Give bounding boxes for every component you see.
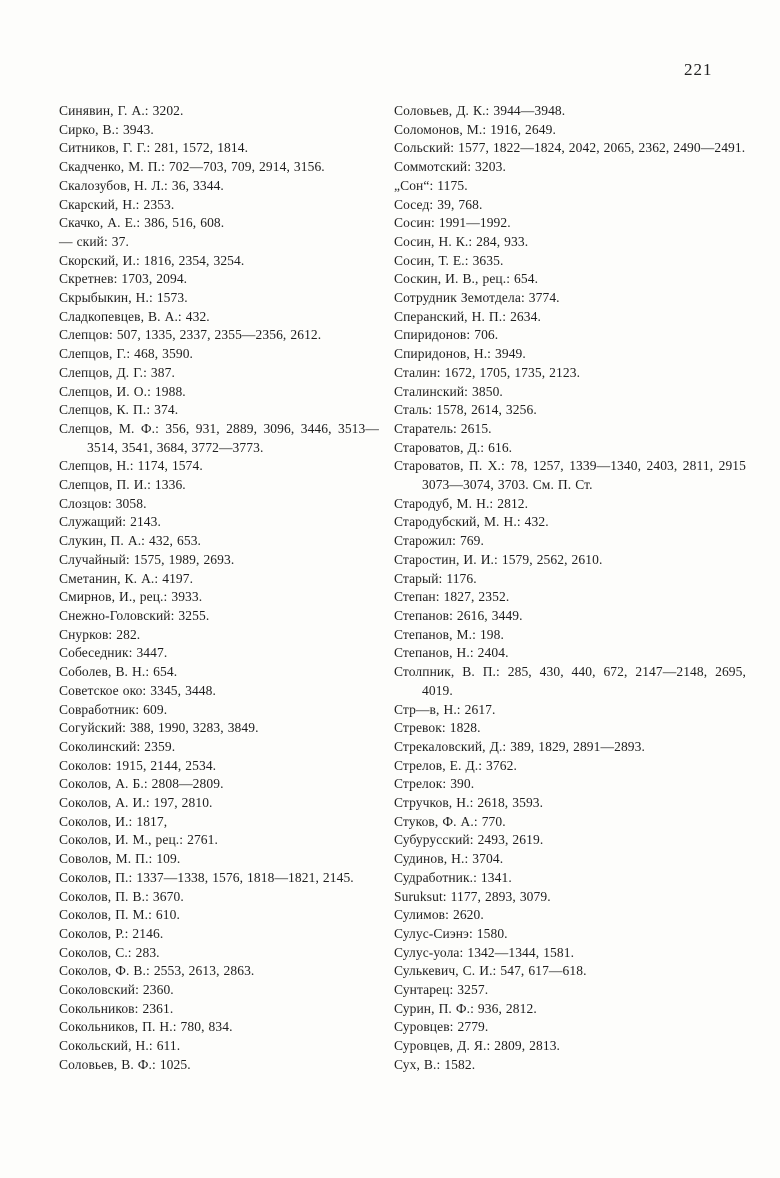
index-entry: Слепцов, М. Ф.: 356, 931, 2889, 3096, 3446, 3513—3514, 3541, 3684, 3772—3773. <box>59 420 379 455</box>
index-entry: Соколов, П. В.: 3670. <box>59 888 184 904</box>
index-entry: Скалозубов, Н. Л.: 36, 3344. <box>59 177 224 193</box>
index-entry: Стр—в, Н.: 2617. <box>394 701 496 717</box>
index-entry: Слепцов, И. О.: 1988. <box>59 383 186 399</box>
index-entry: Спиридонов: 706. <box>394 327 499 343</box>
index-entry: Сунтарец: 3257. <box>394 982 489 998</box>
index-entry: Староватов, П. Х.: 78, 1257, 1339—1340, 2403, 2811, 2915 3073—3074, 3703. См. П. Ст. <box>394 458 746 493</box>
index-entry: Спиридонов, Н.: 3949. <box>394 346 526 362</box>
index-entry: Сольский: 1577, 1822—1824, 2042, 2065, 2362, 2490—2491. <box>394 140 746 156</box>
index-entry: Стрелок: 390. <box>394 776 475 792</box>
index-entry: Соколов, А. И.: 197, 2810. <box>59 795 213 811</box>
index-entry: Соскин, И. В., рец.: 654. <box>394 271 539 287</box>
index-entry: Suruksut: 1177, 2893, 3079. <box>394 888 551 904</box>
index-entry: Столпник, В. П.: 285, 430, 440, 672, 2147—2148, 2695, 4019. <box>394 664 746 698</box>
index-entry: Соколинский: 2359. <box>59 738 176 754</box>
index-entry: Соммотский: 3203. <box>394 159 506 175</box>
index-entry: Случайный: 1575, 1989, 2693. <box>59 551 235 567</box>
index-entry: Слепцов, К. П.: 374. <box>59 402 179 418</box>
index-entry: Сулус-уола: 1342—1344, 1581. <box>394 944 575 960</box>
index-entry: Слозцов: 3058. <box>59 495 147 511</box>
index-entry: Соколов, С.: 283. <box>59 944 160 960</box>
index-entry: Сулус-Сиэнэ: 1580. <box>394 925 508 941</box>
index-entry: Соломонов, М.: 1916, 2649. <box>394 121 556 137</box>
index-entry: Стручков, Н.: 2618, 3593. <box>394 795 544 811</box>
index-entry: Соволов, М. П.: 109. <box>59 851 181 867</box>
index-entry: Скарский, Н.: 2353. <box>59 196 175 212</box>
index-entry: Совработник: 609. <box>59 701 168 717</box>
index-entry: Сокольский, Н.: 611. <box>59 1038 181 1054</box>
index-entry: Слукин, П. А.: 432, 653. <box>59 533 202 549</box>
index-entry: Снурков: 282. <box>59 626 141 642</box>
index-left-column <box>59 102 379 1075</box>
index-entry: Сталин: 1672, 1705, 1735, 2123. <box>394 364 581 380</box>
index-entry: Стрекаловский, Д.: 389, 1829, 2891—2893. <box>394 738 645 754</box>
index-entry: Сталинский: 3850. <box>394 383 503 399</box>
index-entry: Сокольников: 2361. <box>59 1000 174 1016</box>
index-entry: Сотрудник Земотдела: 3774. <box>394 290 560 306</box>
index-entry: Скретнев: 1703, 2094. <box>59 271 188 287</box>
page-number: 221 <box>684 60 713 79</box>
index-entry: Слепцов, Г.: 468, 3590. <box>59 346 194 362</box>
index-entry: Стрелов, Е. Д.: 3762. <box>394 757 517 773</box>
index-entry: Суровцев: 2779. <box>394 1019 489 1035</box>
index-entry: Скрыбыкин, Н.: 1573. <box>59 290 188 306</box>
index-entry: Сладкопевцев, В. А.: 432. <box>59 308 210 324</box>
index-entry: Соколов: 1915, 2144, 2534. <box>59 757 217 773</box>
index-entry: Степанов, Н.: 2404. <box>394 645 509 661</box>
index-entry: Согуйский: 388, 1990, 3283, 3849. <box>59 720 259 736</box>
index-entry: Слепцов, Д. Г.: 387. <box>59 364 175 380</box>
index-entry: Стревок: 1828. <box>394 720 481 736</box>
index-entry: Соколов, Р.: 2146. <box>59 925 164 941</box>
index-entry: Сирко, В.: 3943. <box>59 121 154 137</box>
index-entry: Слепцов: 507, 1335, 2337, 2355—2356, 2612. <box>59 327 322 343</box>
index-entry: Сулькевич, С. И.: 547, 617—618. <box>394 963 587 979</box>
index-entry: Староватов, Д.: 616. <box>394 439 513 455</box>
index-entry: Соколов, А. Б.: 2808—2809. <box>59 776 224 792</box>
index-entry: Служащий: 2143. <box>59 514 161 530</box>
index-entry: Сосин, Н. К.: 284, 933. <box>394 233 529 249</box>
index-entry: Степанов: 2616, 3449. <box>394 607 523 623</box>
index-entry: Синявин, Г. А.: 3202. <box>59 103 184 118</box>
index-entry: — ский: 37. <box>59 233 129 249</box>
index-entry: Советское око: 3345, 3448. <box>59 682 216 698</box>
index-entry: Соколов, Ф. В.: 2553, 2613, 2863. <box>59 963 255 979</box>
index-entry: Суровцев, Д. Я.: 2809, 2813. <box>394 1038 561 1054</box>
index-entry: Соболев, В. Н.: 654. <box>59 664 178 680</box>
index-entry: Скорский, И.: 1816, 2354, 3254. <box>59 252 245 268</box>
index-entry: Соколов, И. М., рец.: 2761. <box>59 832 218 848</box>
index-entry: Стуков, Ф. А.: 770. <box>394 813 506 829</box>
index-entry: Стародубский, М. Н.: 432. <box>394 514 549 530</box>
index-entry: Сулимов: 2620. <box>394 907 484 923</box>
index-entry: Степанов, М.: 198. <box>394 626 504 642</box>
index-entry: Смирнов, И., рец.: 3933. <box>59 589 203 605</box>
index-entry: Сокольников, П. Н.: 780, 834. <box>59 1019 233 1035</box>
index-entry: Субурусский: 2493, 2619. <box>394 832 544 848</box>
index-entry: Степан: 1827, 2352. <box>394 589 510 605</box>
index-entry: Собеседник: 3447. <box>59 645 168 661</box>
index-entry: Соколов, И.: 1817, <box>59 813 168 829</box>
index-entry: Сурин, П. Ф.: 936, 2812. <box>394 1000 537 1016</box>
index-entry: Соловьев, В. Ф.: 1025. <box>59 1056 191 1072</box>
index-entry: Стародуб, М. Н.: 2812. <box>394 495 529 511</box>
index-entry: Старатель: 2615. <box>394 420 492 436</box>
index-entry: Ситников, Г. Г.: 281, 1572, 1814. <box>59 140 249 156</box>
index-entry: Сосин, Т. Е.: 3635. <box>394 252 504 268</box>
index-entry: Старостин, И. И.: 1579, 2562, 2610. <box>394 551 603 567</box>
index-entry: Сталь: 1578, 2614, 3256. <box>394 402 537 418</box>
index-entry: Соколовский: 2360. <box>59 982 174 998</box>
index-entry: Сосин: 1991—1992. <box>394 215 511 231</box>
index-entry: Судработник.: 1341. <box>394 869 512 885</box>
index-entry: Сух, В.: 1582. <box>394 1056 476 1072</box>
index-entry: Скадченко, М. П.: 702—703, 709, 2914, 3156. <box>59 159 325 175</box>
index-entry: Снежно-Головский: 3255. <box>59 607 210 623</box>
index-entry: Старый: 1176. <box>394 570 477 586</box>
index-entry: Скачко, А. Е.: 386, 516, 608. <box>59 215 225 231</box>
index-entry: „Сон“: 1175. <box>394 177 468 193</box>
index-entry: Соколов, П.: 1337—1338, 1576, 1818—1821, 2145. <box>59 869 354 885</box>
index-entry: Соколов, П. М.: 610. <box>59 907 180 923</box>
index-entry: Судинов, Н.: 3704. <box>394 851 504 867</box>
index-entry: Сосед: 39, 768. <box>394 196 483 212</box>
index-entry: Старожил: 769. <box>394 533 484 549</box>
index-entry: Слепцов, П. И.: 1336. <box>59 477 186 493</box>
index-right-column <box>394 102 746 1075</box>
index-entry: Слепцов, Н.: 1174, 1574. <box>59 458 203 474</box>
index-entry: Соловьев, Д. К.: 3944—3948. <box>394 103 566 118</box>
index-entry: Сперанский, Н. П.: 2634. <box>394 308 541 324</box>
index-entry: Сметанин, К. А.: 4197. <box>59 570 194 586</box>
